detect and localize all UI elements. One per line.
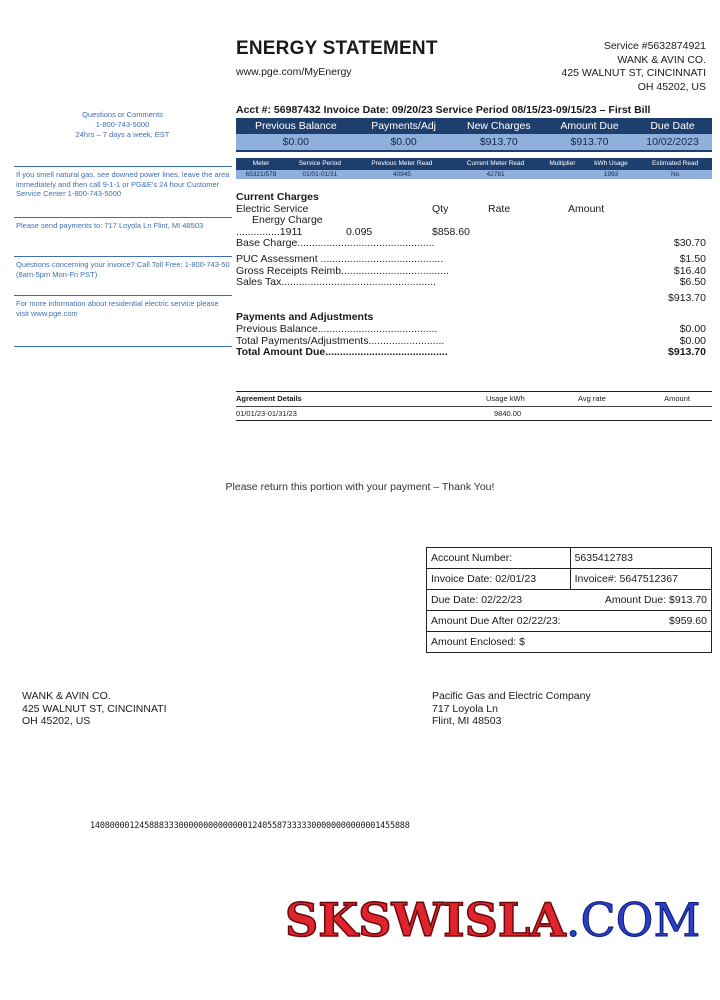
meter-header: Service Period	[286, 158, 354, 170]
from-address-line: OH 45202, US	[22, 715, 91, 727]
to-address-line: Pacific Gas and Electric Company	[432, 690, 591, 702]
meter-header: Previous Meter Read	[354, 158, 450, 170]
customer-city: OH 45202, US	[637, 80, 706, 93]
stub-due-cell	[427, 590, 712, 611]
qty-header: Qty	[432, 202, 449, 215]
stub-after-cell	[427, 611, 712, 632]
summary-table	[236, 118, 712, 152]
contact-hours: 24hrs – 7 days a week, EST	[75, 130, 170, 139]
summary-header-row	[236, 118, 712, 134]
meter-value: No	[638, 170, 712, 179]
stub-after-value: $959.60	[669, 615, 707, 627]
contact-phone: 1-800-743-5000	[95, 120, 150, 129]
watermark-part1: SKSWISLA	[285, 893, 566, 947]
invoice-questions-note: Questions concerning your invoice? Call Toll Free: 1-800-743-50 (8am-5pm Mon-Fri PST)	[14, 256, 232, 295]
previous-balance-label: Previous Balance.........................................	[236, 322, 438, 335]
stub-enclosed[interactable]: Amount Enclosed: $	[427, 632, 712, 653]
meter-value: 01/01-01/31	[286, 170, 354, 179]
service-number: Service #5632874921	[603, 40, 706, 52]
puc-value: $1.50	[679, 252, 706, 265]
energy-charge-label: Energy Charge	[252, 214, 323, 227]
agreement-header: Usage kWh	[486, 394, 525, 403]
energy-qty: ...............1911	[236, 225, 303, 238]
rate-header: Rate	[488, 202, 511, 215]
meter-table	[236, 158, 712, 179]
customer-name: WANK & AVIN CO.	[617, 53, 706, 66]
agreement-header: Amount	[664, 394, 690, 403]
payments-title: Payments and Adjustments	[236, 311, 374, 324]
charges-section	[236, 192, 706, 359]
return-note: Please return this portion with your payment – Thank You!	[225, 481, 495, 493]
meter-header: Multiplier	[541, 158, 584, 170]
stub-invoice-date: Invoice Date: 02/01/23	[427, 569, 571, 590]
subtotal-value: $913.70	[668, 291, 706, 304]
electric-service-label: Electric Service	[236, 202, 309, 215]
total-payments-label: Total Payments/Adjustments..........................	[236, 334, 445, 347]
statement-title: ENERGY STATEMENT	[236, 38, 438, 59]
agreement-usage: 9840.00	[494, 409, 522, 418]
total-due-label: Total Amount Due..........................................	[236, 346, 448, 359]
stub-account-value: 5635412783	[570, 548, 711, 569]
watermark-part2: .COM	[565, 893, 701, 947]
summary-value: $0.00	[236, 134, 356, 151]
from-address-line: 425 WALNUT ST, CINCINNATI	[22, 702, 167, 715]
summary-header: Amount Due	[546, 118, 633, 134]
meter-value: 1993	[584, 170, 638, 179]
meter-value: 40945	[354, 170, 450, 179]
total-payments-value: $0.00	[679, 334, 706, 347]
summary-value: $913.70	[546, 134, 633, 151]
sales-tax-value: $6.50	[679, 276, 706, 289]
gross-receipts-label: Gross Receipts Reimb.....................................	[236, 264, 449, 277]
micr-barcode: 14080000124588833300000000000000124055873333300000000000001455888	[90, 821, 410, 831]
energy-amount: $858.60	[432, 225, 470, 238]
meter-value: 65321/578	[236, 170, 286, 179]
meter-value	[541, 170, 584, 179]
meter-header-row	[236, 158, 712, 170]
base-charge-value: $30.70	[673, 237, 706, 250]
to-address-line: 717 Loyola Ln	[432, 702, 498, 715]
from-address-line: WANK & AVIN CO.	[22, 690, 111, 702]
summary-header: Payments/Adj	[356, 118, 452, 134]
account-info-line: Acct #: 56987432 Invoice Date: 09/20/23 Service Period 08/15/23-09/15/23 – First Bill	[236, 104, 651, 116]
current-charges-title: Current Charges	[236, 191, 319, 203]
website-url[interactable]: www.pge.com/MyEnergy	[236, 66, 352, 78]
stub-row	[427, 632, 712, 653]
summary-value-row	[236, 134, 712, 151]
stub-row	[427, 569, 712, 590]
gas-safety-note: If you smell natural gas, see downed power lines, leave the area immediately and then call 9-1-1 or PG&E's 24 hour Customer Service Center 1-800-743-5000	[14, 166, 232, 217]
base-charge-label: Base Charge...............................................	[236, 237, 435, 250]
payment-address-note: Please send payments to: 717 Loyola Ln Flint, MI 48503	[14, 217, 232, 256]
stub-row	[427, 590, 712, 611]
total-due-row	[236, 347, 706, 359]
agreement-details	[236, 391, 712, 421]
stub-amount-due: Amount Due: $913.70	[604, 594, 707, 606]
meter-header: Estimated Read	[638, 158, 712, 170]
stub-after-label: Amount Due After 02/22/23:	[431, 615, 561, 627]
agreement-header: Avg rate	[578, 394, 606, 403]
puc-label: PUC Assessment ..........................................	[236, 252, 444, 265]
stub-invoice-number: Invoice#: 5647512367	[570, 569, 711, 590]
watermark	[285, 893, 701, 947]
stub-due-date: Due Date: 02/22/23	[431, 594, 523, 606]
stub-account-label: Account Number:	[427, 548, 571, 569]
meter-value: 42781	[450, 170, 541, 179]
previous-balance-value: $0.00	[679, 322, 706, 335]
service-address-block	[562, 40, 707, 94]
gross-receipts-value: $16.40	[673, 264, 706, 277]
summary-header: New Charges	[452, 118, 546, 134]
summary-header: Due Date	[633, 118, 712, 134]
agreement-header: Agreement Details	[236, 394, 302, 403]
to-address-line: Flint, MI 48503	[432, 715, 502, 727]
summary-value: $913.70	[452, 134, 546, 151]
subtotal-row	[236, 293, 706, 305]
payment-stub	[426, 547, 712, 653]
agreement-header-row	[236, 391, 712, 407]
customer-street: 425 WALNUT ST, CINCINNATI	[561, 67, 706, 79]
stub-row	[427, 611, 712, 632]
stub-row	[427, 548, 712, 569]
summary-header: Previous Balance	[236, 118, 356, 134]
base-charge-row	[236, 238, 706, 250]
sales-tax-row	[236, 277, 706, 289]
total-due-value: $913.70	[668, 346, 706, 359]
from-address	[22, 690, 167, 728]
contact-heading: Questions or Comments	[82, 110, 163, 119]
energy-rate: 0.095	[346, 225, 373, 238]
agreement-row	[236, 407, 712, 421]
contact-block	[20, 110, 225, 140]
meter-value-row	[236, 170, 712, 179]
meter-header: kWh Usage	[584, 158, 638, 170]
amount-header: Amount	[568, 202, 605, 215]
meter-header: Meter	[236, 158, 286, 170]
summary-value: $0.00	[356, 134, 452, 151]
meter-header: Current Meter Read	[450, 158, 541, 170]
summary-value: 10/02/2023	[633, 134, 712, 151]
to-address	[432, 690, 591, 728]
agreement-period: 01/01/23-01/31/23	[236, 409, 297, 418]
more-info-note: For more information about residential electric service please visit www.pge.com	[14, 295, 232, 347]
sales-tax-label: Sales Tax.....................................................	[236, 276, 436, 289]
